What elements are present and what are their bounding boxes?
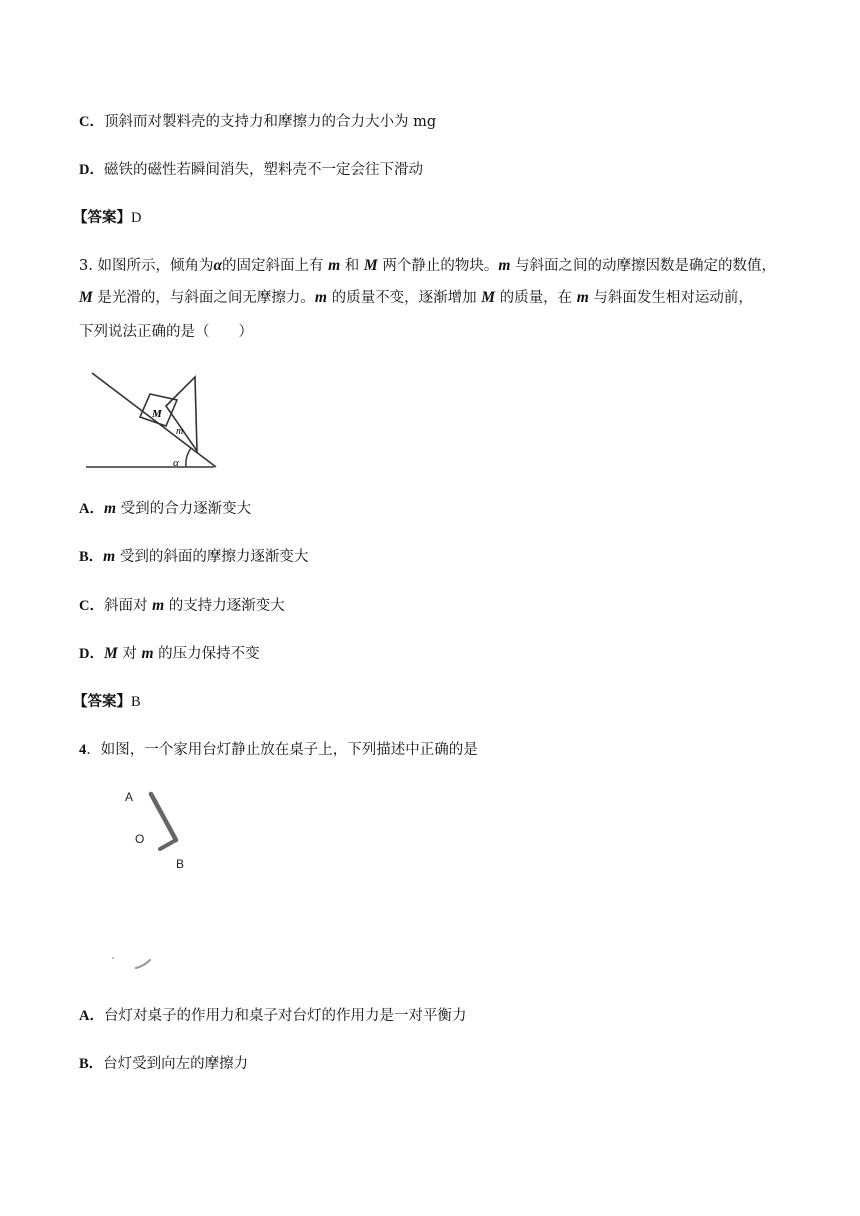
label-alpha: α <box>173 457 179 469</box>
option-label: B <box>79 549 89 565</box>
answer-tag: 【答案】 <box>73 693 131 710</box>
answer-tag: 【答案】 <box>73 209 131 226</box>
lamp-figure <box>110 780 210 980</box>
answer-value: B <box>131 694 141 710</box>
faint-mark <box>136 960 150 968</box>
q3-stem-line-3: 下列说法正确的是（ ） <box>79 324 253 340</box>
option-text: 磁铁的磁性若瞬间消失，塑料壳不一定会往下滑动 <box>103 162 423 178</box>
angle-arc <box>186 448 191 467</box>
label-O: O <box>135 832 145 846</box>
q3-option-d: D．M 对 m 的压力保持不变 <box>79 645 260 662</box>
label-A: A <box>125 790 134 804</box>
q3-stem-line-2: M 是光滑的，与斜面之间无摩擦力。m 的质量不变，逐渐增加 M 的质量，在 m 与斜面发生相对运动前， <box>79 289 753 306</box>
q3-option-a: A．m 受到的合力逐渐变大 <box>79 500 252 517</box>
incline-figure <box>80 370 225 475</box>
q4-option-a: A．台灯对桌子的作用力和桌子对台灯的作用力是一对平衡力 <box>79 1007 467 1024</box>
option-text: m 受到的斜面的摩擦力逐渐变大 <box>103 548 309 565</box>
option-label: C <box>79 114 90 130</box>
q4-stem: 4．如图，一个家用台灯静止放在桌子上，下列描述中正确的是 <box>79 742 478 758</box>
question-number: 4 <box>79 742 87 758</box>
label-m: m <box>176 426 184 437</box>
label-B: B <box>176 857 185 871</box>
option-label: D <box>79 646 90 662</box>
option-label: B <box>79 1056 89 1072</box>
lamp-upper-arm <box>151 794 176 840</box>
option-text: m 受到的合力逐渐变大 <box>103 500 252 517</box>
q3-stem-line-1: 3. 如图所示，倾角为α的固定斜面上有 m 和 M 两个静止的物块。m 与斜面之间的动摩擦因数是确定的数值， <box>79 257 776 274</box>
label-M: M <box>152 408 162 420</box>
q2-option-d: D．磁铁的磁性若瞬间消失，塑料壳不一定会往下滑动 <box>79 161 423 178</box>
q3-answer <box>73 692 141 712</box>
option-text: 斜面对 m 的支持力逐渐变大 <box>103 597 285 614</box>
option-text: 顶斜而对製料壳的支持力和摩擦力的合力大小为 mg <box>103 114 437 130</box>
q2-option-c: C．顶斜而对製料壳的支持力和摩擦力的合力大小为 mg <box>79 113 437 130</box>
lamp-lower-arm <box>160 840 176 849</box>
option-label: A <box>79 501 90 517</box>
q3-option-b: B．m 受到的斜面的摩擦力逐渐变大 <box>79 548 309 565</box>
option-label: C <box>79 598 90 614</box>
option-text: 台灯对桌子的作用力和桌子对台灯的作用力是一对平衡力 <box>103 1008 467 1024</box>
q4-option-b: B．台灯受到向左的摩擦力 <box>79 1055 249 1072</box>
answer-value: D <box>131 210 142 226</box>
option-text: M 对 m 的压力保持不变 <box>103 645 260 662</box>
stem-text: 如图，一个家用台灯静止放在桌子上，下列描述中正确的是 <box>100 742 478 758</box>
option-label: D <box>79 162 90 178</box>
q3-option-c: C．斜面对 m 的支持力逐渐变大 <box>79 597 285 614</box>
option-label: A <box>79 1008 90 1024</box>
faint-mark <box>112 957 114 959</box>
q2-answer <box>73 208 141 228</box>
option-text: 台灯受到向左的摩擦力 <box>103 1056 249 1072</box>
